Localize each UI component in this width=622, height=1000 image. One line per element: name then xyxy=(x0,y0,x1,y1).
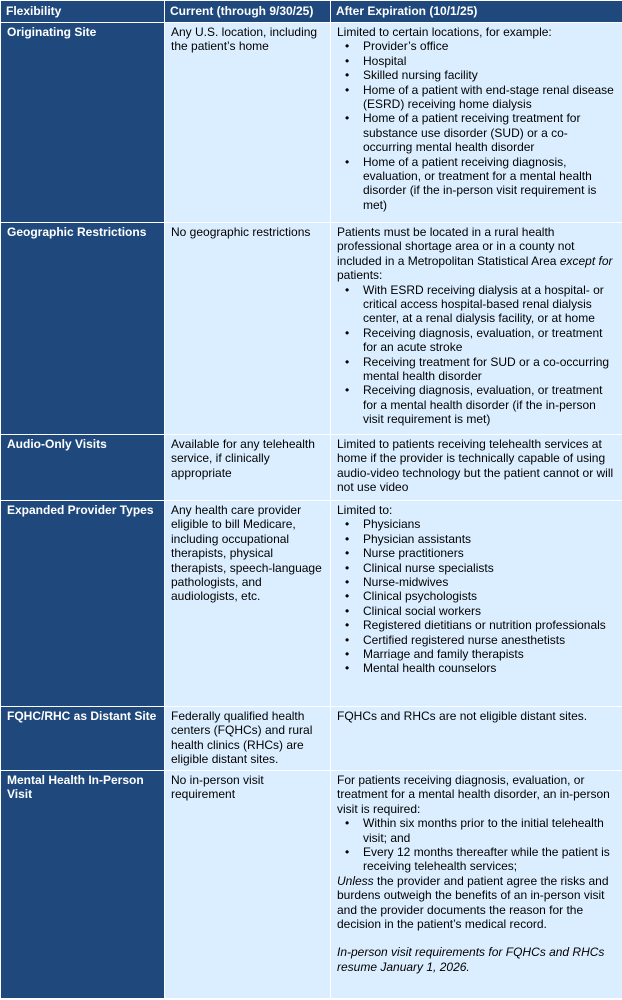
row-label: Originating Site xyxy=(1,23,165,223)
outro-emphasis: Unless xyxy=(337,873,374,888)
header-row xyxy=(1,1,622,23)
after-note xyxy=(337,945,617,974)
header-current: Current (through 9/30/25) xyxy=(165,1,331,23)
list-item: • Clinical social workers xyxy=(363,604,617,618)
current-cell: Federally qualified health centers (FQHCs) and rural health clinics (RHCs) are eligible distant sites. xyxy=(165,707,331,771)
list-item: • Provider’s office xyxy=(363,39,617,53)
after-cell xyxy=(331,23,622,223)
list-item: • Clinical nurse specialists xyxy=(363,561,617,575)
after-cell: FQHCs and RHCs are not eligible distant sites. xyxy=(331,707,622,771)
bullet-list xyxy=(337,283,617,427)
list-item: • Nurse-midwives xyxy=(363,575,617,589)
list-item: • Nurse practitioners xyxy=(363,546,617,560)
after-cell xyxy=(331,501,622,707)
after-intro: Limited to: xyxy=(337,503,393,517)
list-item: • Receiving diagnosis, evaluation, or treatment for a mental health disorder (if the in-person visit requirement is met) xyxy=(363,383,617,426)
list-item: • Physician assistants xyxy=(363,532,617,546)
table-row xyxy=(1,707,622,771)
list-item: • Home of a patient with end-stage renal disease (ESRD) receiving home dialysis xyxy=(363,83,617,112)
list-item: • Clinical psychologists xyxy=(363,589,617,603)
list-item: • Home of a patient receiving treatment for substance use disorder (SUD) or a co-occurring mental health disorder xyxy=(363,111,617,154)
intro-emphasis: except for xyxy=(559,253,613,268)
list-item: • With ESRD receiving dialysis at a hospital- or critical access hospital-based renal dialysis center, at a renal dialysis facility, or at home xyxy=(363,283,617,326)
current-cell: Any health care provider eligible to bill Medicare, including occupational therapists, physical therapists, speech-language pathologists, and audiologists, etc. xyxy=(165,501,331,707)
outro-text: the provider and patient agree the risks and burdens outweigh the benefits of an in-person visit and the provider documents the reason for the decision in the patient’s medical record. xyxy=(337,873,609,932)
table-row xyxy=(1,435,622,501)
intro-text: Patients must be located in a rural health professional shortage area or in a county not included in a Metropolitan Statistical Area xyxy=(337,225,575,268)
table-row xyxy=(1,771,622,999)
list-item: • Within six months prior to the initial telehealth visit; and xyxy=(363,816,617,845)
after-intro: Limited to certain locations, for example: xyxy=(337,25,552,39)
intro-end: patients: xyxy=(337,268,383,283)
table-row xyxy=(1,223,622,435)
current-cell: Available for any telehealth service, if clinically appropriate xyxy=(165,435,331,501)
row-label: FQHC/RHC as Distant Site xyxy=(1,707,165,771)
row-label: Expanded Provider Types xyxy=(1,501,165,707)
list-item: • Every 12 months thereafter while the patient is receiving telehealth services; xyxy=(363,845,617,874)
list-item: • Receiving treatment for SUD or a co-occurring mental health disorder xyxy=(363,355,617,384)
after-intro: For patients receiving diagnosis, evaluation, or treatment for a mental health disorder, an in-person visit is required: xyxy=(337,773,610,816)
after-outro xyxy=(337,874,617,932)
list-item: • Hospital xyxy=(363,54,617,68)
row-label: Audio-Only Visits xyxy=(1,435,165,501)
after-intro xyxy=(337,225,617,283)
list-item: • Mental health counselors xyxy=(363,661,617,675)
row-label: Mental Health In-Person Visit xyxy=(1,771,165,999)
bullet-list xyxy=(337,39,617,212)
list-item: • Marriage and family therapists xyxy=(363,647,617,661)
bullet-list xyxy=(337,816,617,874)
list-item: • Registered dietitians or nutrition professionals xyxy=(363,618,617,632)
list-item: • Receiving diagnosis, evaluation, or treatment for an acute stroke xyxy=(363,326,617,355)
current-cell: No in-person visit requirement xyxy=(165,771,331,999)
after-cell xyxy=(331,771,622,999)
spacer xyxy=(337,931,617,945)
list-item: • Home of a patient receiving diagnosis, evaluation, or treatment for a mental health disorder (if the in-person visit requirement is met) xyxy=(363,155,617,213)
list-item: • Skilled nursing facility xyxy=(363,68,617,82)
table-row xyxy=(1,23,622,223)
note-text: In-person visit requirements for FQHCs and RHCs resume January 1, 2026. xyxy=(337,945,605,974)
after-cell xyxy=(331,223,622,435)
after-cell: Limited to patients receiving telehealth services at home if the provider is technically capable of using audio-video technology but the patient cannot or will not use video xyxy=(331,435,622,501)
current-cell: No geographic restrictions xyxy=(165,223,331,435)
header-after-expiration: After Expiration (10/1/25) xyxy=(331,1,622,23)
header-flexibility: Flexibility xyxy=(1,1,165,23)
current-cell: Any U.S. location, including the patient’s home xyxy=(165,23,331,223)
table-row xyxy=(1,501,622,707)
bullet-list xyxy=(337,517,617,675)
list-item: • Certified registered nurse anesthetists xyxy=(363,633,617,647)
list-item: • Physicians xyxy=(363,517,617,531)
row-label: Geographic Restrictions xyxy=(1,223,165,435)
